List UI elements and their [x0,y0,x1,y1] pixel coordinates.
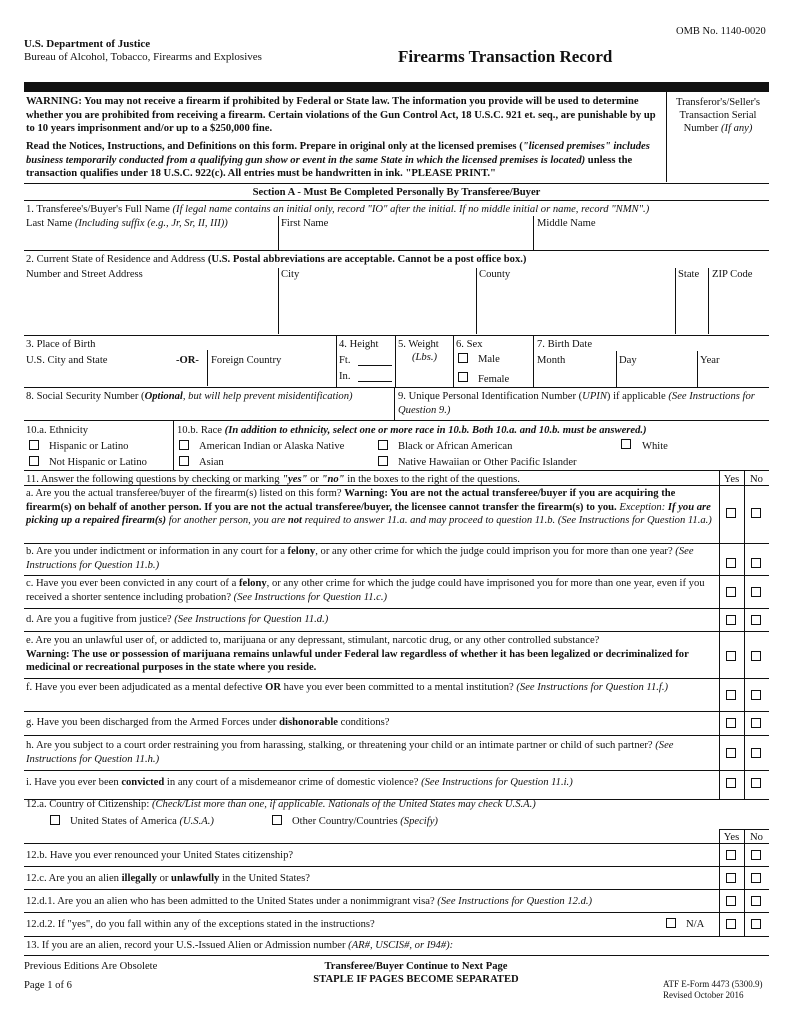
q13-label: 13. If you are an alien, record your U.S.-Issued Alien or Admission number (AR#, USCIS#, or I94#): [26,940,454,951]
male-label: Male [478,354,500,365]
q11d-yes-checkbox[interactable] [726,615,736,625]
q11i-no-checkbox[interactable] [751,778,761,788]
birth-day-field[interactable] [619,368,695,385]
q11e-text: e. Are you an unlawful user of, or addicted to, marijuana or any depressant, stimulant, narcotic drug, or any other controlled substance? Warning: The use or possession of marijuana remains unlawful under Federal law regardless of whether it has been legalized or decriminalized for medicinal or recreational purposes in the state where you reside. [26,635,689,673]
q11b-yes-checkbox[interactable] [726,558,736,568]
q11a-yes-checkbox[interactable] [726,508,736,518]
q12-no-header: No [750,832,763,843]
serial-label-1: Transferor's/Seller's [675,97,761,108]
q12a-label: 12.a. Country of Citizenship: (Check/List more than one, if applicable. Nationals of the United States may check U.S.A.) [26,799,536,810]
section-a-heading: Section A - Must Be Completed Personally By Transferee/Buyer [252,187,541,198]
race-asian-label: Asian [199,457,224,468]
q11f-yes-checkbox[interactable] [726,690,736,700]
q11h-text: h. Are you subject to a court order restraining you from harassing, stalking, or threatening your child or an intimate partner or child of such partner? (See Instructions for Question 11.h.) [26,740,674,765]
q11c-text: c. Have you ever been convicted in any court of a felony, or any other crime for which the judge could have imprisoned you for more than one year, even if you received a shorter sentence including probation? (See Instructions for Question 11.c.) [26,578,705,603]
q4-in-label: In. [339,371,351,382]
q12d1-no-checkbox[interactable] [751,896,761,906]
q3-or-label: -OR- [176,355,199,366]
q2-state-label: State [678,269,700,280]
q11d-text: d. Are you a fugitive from justice? (See Instructions for Question 11.d.) [26,614,329,625]
zip-field[interactable] [712,284,767,332]
q12d2-no-checkbox[interactable] [751,919,761,929]
q11e-yes-checkbox[interactable] [726,651,736,661]
q11a-text: a. Are you the actual transferee/buyer of the firearm(s) listed on this form? Warning: You are not the actual transferee/buyer if you are acquiring the firearm(s) on behalf of another person. If you are not the actual transferee/buyer, the licensee cannot transfer the firearm(s) to you. Exception: If you are picking up a repaired firearm(s) for another person, you are not required to answer 11.a. and may proceed to question 11.b. (See Instructions for Question 11.a.) [26,488,712,526]
hispanic-label: Hispanic or Latino [49,441,129,452]
q12-yes-header: Yes [723,832,740,843]
q12b-no-checkbox[interactable] [751,850,761,860]
footer-obsolete: Previous Editions Are Obsolete [24,961,158,972]
department-name: U.S. Department of Justice [24,38,151,50]
q11g-yes-checkbox[interactable] [726,718,736,728]
q11b-no-checkbox[interactable] [751,558,761,568]
serial-label-3: Number (If any) [683,123,753,134]
not-hispanic-label: Not Hispanic or Latino [49,457,147,468]
footer-staple: STAPLE IF PAGES BECOME SEPARATED [313,974,519,985]
race-american-indian-label: American Indian or Alaska Native [199,441,345,452]
race-american-indian-checkbox[interactable] [179,440,189,450]
q5-lbs-label: (Lbs.) [412,352,438,363]
q4-label: 4. Height [339,339,379,350]
q2-county-label: County [479,269,511,280]
race-white-checkbox[interactable] [621,439,631,449]
female-checkbox[interactable] [458,372,468,382]
q11h-no-checkbox[interactable] [751,748,761,758]
header-rule [24,82,769,92]
form-title: Firearms Transaction Record [398,47,613,66]
q11f-no-checkbox[interactable] [751,690,761,700]
q2-street-label: Number and Street Address [26,269,143,280]
q12b-yes-checkbox[interactable] [726,850,736,860]
county-field[interactable] [479,284,673,332]
race-pacific-islander-checkbox[interactable] [378,456,388,466]
q11g-no-checkbox[interactable] [751,718,761,728]
citizenship-usa-label: United States of America (U.S.A.) [70,816,214,827]
omb-number: OMB No. 1140-0020 [676,26,766,37]
ssn-field[interactable] [26,404,391,418]
q11b-text: b. Are you under indictment or information in any court for a felony, or any other crime for which the judge could imprison you for more than one year? (See Instructions for Question 11.b.) [26,546,694,571]
q11e-no-checkbox[interactable] [751,651,761,661]
q10b-label: 10.b. Race (In addition to ethnicity, select one or more race in 10.b. Both 10.a. and 10.b. must be answered.) [177,425,647,436]
q11g-text: g. Have you been discharged from the Armed Forces under dishonorable conditions? [26,717,390,728]
hispanic-checkbox[interactable] [29,440,39,450]
q11a-no-checkbox[interactable] [751,508,761,518]
q3-foreign-label: Foreign Country [211,355,282,366]
q11h-yes-checkbox[interactable] [726,748,736,758]
q12d1-text: 12.d.1. Are you an alien who has been admitted to the United States under a nonimmigrant visa? (See Instructions for Question 12.d.) [26,896,593,907]
q12c-yes-checkbox[interactable] [726,873,736,883]
q5-label: 5. Weight [398,339,439,350]
birth-country-field[interactable] [211,368,333,385]
q4-ft-label: Ft. [339,355,351,366]
q12c-no-checkbox[interactable] [751,873,761,883]
q1-last-name-label: Last Name (Including suffix (e.g., Jr, Sr, II, III)) [26,218,228,229]
footer-page: Page 1 of 6 [24,980,72,991]
citizenship-other-checkbox[interactable] [272,815,282,825]
race-pacific-islander-label: Native Hawaiian or Other Pacific Islander [398,457,577,468]
serial-label-2: Transaction Serial [679,110,757,121]
q1-label: 1. Transferee's/Buyer's Full Name (If legal name contains an initial only, record "IO" after the initial. If no middle initial or name, record "NMN".) [26,204,650,215]
not-hispanic-checkbox[interactable] [29,456,39,466]
birth-city-state-field[interactable] [26,368,204,385]
q2-zip-label: ZIP Code [712,269,753,280]
q12d2-yes-checkbox[interactable] [726,919,736,929]
footer-revision: Revised October 2016 [663,990,744,1000]
q11i-text: i. Have you ever been convicted in any court of a misdemeanor crime of domestic violence? (See Instructions for Question 11.i.) [26,777,573,788]
height-in-field[interactable] [358,381,392,382]
birth-day-label: Day [619,355,637,366]
birth-month-label: Month [537,355,566,366]
birth-year-field[interactable] [700,368,767,385]
birth-year-label: Year [700,355,720,366]
race-asian-checkbox[interactable] [179,456,189,466]
q11c-no-checkbox[interactable] [751,587,761,597]
q11c-yes-checkbox[interactable] [726,587,736,597]
q12d2-na-checkbox[interactable] [666,918,676,928]
male-checkbox[interactable] [458,353,468,363]
q12c-text: 12.c. Are you an alien illegally or unlawfully in the United States? [26,873,310,884]
other-country-field[interactable] [430,813,710,827]
last-name-field[interactable] [26,231,276,249]
q11i-yes-checkbox[interactable] [726,778,736,788]
q12d1-yes-checkbox[interactable] [726,896,736,906]
height-ft-field[interactable] [358,365,392,366]
race-black-label: Black or African American [398,441,513,452]
first-name-field[interactable] [281,231,531,249]
q1-first-name-label: First Name [281,218,329,229]
citizenship-other-label: Other Country/Countries (Specify) [292,816,438,827]
birth-month-field[interactable] [537,368,614,385]
street-address-field[interactable] [26,284,276,332]
q11f-text: f. Have you ever been adjudicated as a mental defective OR have you ever been committed to a mental institution? (See Instructions for Question 11.f.) [26,682,669,693]
q6-label: 6. Sex [456,339,483,350]
instructions-text: Read the Notices, Instructions, and Definitions on this form. Prepare in original only at the licensed premises ("licensed premises" includes business temporarily conducted from a qualifying gun show or event in the same State in which the licensed premises is located) unless the transaction qualifies under 18 U.S.C. 922(c). All entries must be handwritten in ink. "PLEASE PRINT." [26,141,650,179]
q11-no-header: No [750,474,763,485]
weight-field[interactable] [398,366,450,385]
q3-us-label: U.S. City and State [26,355,108,366]
citizenship-usa-checkbox[interactable] [50,815,60,825]
q9-label: 9. Unique Personal Identification Number (UPIN) if applicable (See Instructions for Question 9.) [398,391,755,416]
race-white-label: White [642,441,668,452]
footer-continue: Transferee/Buyer Continue to Next Page [324,961,508,972]
q2-label: 2. Current State of Residence and Address (U.S. Postal abbreviations are acceptable. Cannot be a post office box.) [26,254,527,265]
q11-intro: 11. Answer the following questions by checking or marking "yes" or "no" in the boxes to the right of the questions. [26,474,520,485]
q3-label: 3. Place of Birth [26,339,96,350]
q12d2-na-label: N/A [686,919,705,930]
state-field[interactable] [678,284,706,332]
alien-number-field[interactable] [505,938,767,952]
q2-city-label: City [281,269,300,280]
warning-text: WARNING: You may not receive a firearm if prohibited by Federal or State law. The information you provide will be used to determine whether you are prohibited from receiving a firearm. Certain violations of the Gun Control Act, 18 U.S.C. 921 et. seq., are punishable by up to 10 years imprisonment and/or up to a $250,000 fine. [26,96,656,134]
q11-yes-header: Yes [723,474,740,485]
q7-label: 7. Birth Date [537,339,593,350]
bureau-name: Bureau of Alcohol, Tobacco, Firearms and Explosives [24,51,262,63]
q8-label: 8. Social Security Number (Optional, but will help prevent misidentification) [26,391,353,402]
q12d2-text: 12.d.2. If "yes", do you fall within any of the exceptions stated in the instructions? [26,919,375,930]
race-black-checkbox[interactable] [378,440,388,450]
q12b-text: 12.b. Have you ever renounced your United States citizenship? [26,850,294,861]
city-field[interactable] [281,284,474,332]
q11d-no-checkbox[interactable] [751,615,761,625]
middle-name-field[interactable] [537,231,767,249]
footer-form-number: ATF E-Form 4473 (5300.9) [663,979,763,989]
q1-middle-name-label: Middle Name [537,218,596,229]
female-label: Female [478,374,510,385]
q10a-label: 10.a. Ethnicity [26,425,89,436]
